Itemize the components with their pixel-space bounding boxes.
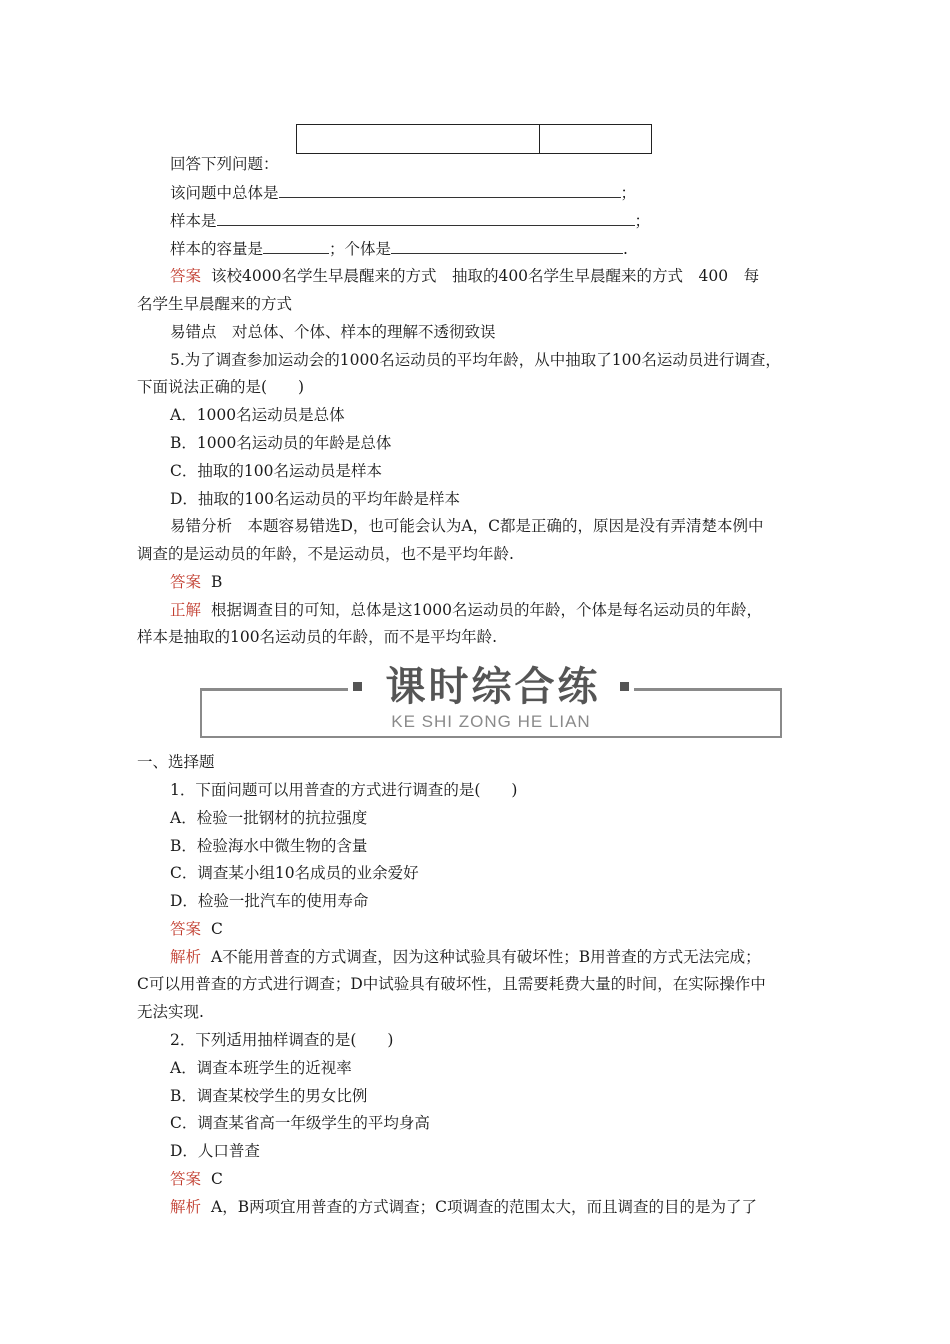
blank-sample[interactable] <box>217 210 635 226</box>
question-size: 样本的容量是 ；个体是 . <box>170 240 628 258</box>
q2-option-a: A．调查本班学生的近视率 <box>170 1059 352 1077</box>
q2-answer: 答案 C <box>170 1170 223 1188</box>
correct-tag: 正解 <box>170 601 202 619</box>
table-cell-divider <box>539 125 540 153</box>
q5-option-a: A．1000名运动员是总体 <box>170 406 345 424</box>
question-sample: 样本是 ； <box>170 212 651 230</box>
explanation-tag: 解析 <box>170 1198 202 1216</box>
q5-stem-cont: 下面说法正确的是( ) <box>137 378 305 396</box>
banner-square-right <box>620 682 629 691</box>
q5-option-c: C．抽取的100名运动员是样本 <box>170 462 382 480</box>
q2-stem: 2．下列适用抽样调查的是( ) <box>170 1031 394 1049</box>
q2-option-d: D．人口普查 <box>170 1142 260 1160</box>
section-heading: 一、选择题 <box>137 753 215 771</box>
answer-tag: 答案 <box>170 1170 202 1188</box>
table-fragment <box>296 124 652 154</box>
answer-tag: 答案 <box>170 267 202 285</box>
q2-option-c: C．调查某省高一年级学生的平均身高 <box>170 1114 430 1132</box>
q1-option-b: B．检验海水中微生物的含量 <box>170 837 368 855</box>
answer-tag: 答案 <box>170 573 202 591</box>
explanation-tag: 解析 <box>170 948 202 966</box>
answer-tag: 答案 <box>170 920 202 938</box>
q1-explanation-cont: C可以用普查的方式进行调查；D中试验具有破坏性，且需要耗费大量的时间，在实际操作中 <box>137 975 766 993</box>
blank-individual[interactable] <box>391 238 623 254</box>
q1-option-a: A．检验一批钢材的抗拉强度 <box>170 809 368 827</box>
answer-continuation: 名学生早晨醒来的方式 <box>137 295 293 313</box>
error-point: 易错点 对总体、个体、样本的理解不透彻致误 <box>170 323 496 341</box>
answer-line: 答案 该校4000名学生早晨醒来的方式 抽取的400名学生早晨醒来的方式 400 每 <box>170 267 760 285</box>
question-total: 该问题中总体是 ； <box>170 184 637 202</box>
banner-rule-left <box>200 688 348 691</box>
q1-explanation: 解析 A不能用普查的方式调查，因为这种试验具有破坏性；B用普查的方式无法完成； <box>170 948 761 966</box>
banner-subtitle: KE SHI ZONG HE LIAN <box>391 712 591 731</box>
q5-option-b: B．1000名运动员的年龄是总体 <box>170 434 392 452</box>
section-banner <box>200 660 782 738</box>
q2-option-b: B．调查某校学生的男女比例 <box>170 1087 368 1105</box>
banner-title: 课时综合练 <box>385 664 601 710</box>
q5-analysis-cont: 调查的是运动员的年龄，不是运动员，也不是平均年龄. <box>137 545 514 563</box>
prompt: 回答下列问题： <box>170 155 279 173</box>
q5-analysis: 易错分析 本题容易错选D，也可能会认为A，C都是正确的，原因是没有弄清楚本例中 <box>170 517 764 535</box>
blank-size[interactable] <box>263 238 329 254</box>
q1-option-d: D．检验一批汽车的使用寿命 <box>170 892 369 910</box>
q5-answer: 答案 B <box>170 573 223 591</box>
q1-explanation-end: 无法实现. <box>137 1003 204 1021</box>
q5-option-d: D．抽取的100名运动员的平均年龄是样本 <box>170 490 461 508</box>
blank-total[interactable] <box>279 182 621 198</box>
q5-correct-solution: 正解 根据调查目的可知，总体是这1000名运动员的年龄，个体是每名运动员的年龄， <box>170 601 762 619</box>
banner-square-left <box>353 682 362 691</box>
q1-answer: 答案 C <box>170 920 223 938</box>
banner-rule-right <box>634 688 782 691</box>
q1-option-c: C．调查某小组10名成员的业余爱好 <box>170 864 419 882</box>
q2-explanation: 解析 A，B两项宜用普查的方式调查；C项调查的范围太大，而且调查的目的是为了了 <box>170 1198 757 1216</box>
q5-correct-solution-cont: 样本是抽取的100名运动员的年龄，而不是平均年龄. <box>137 628 498 646</box>
q5-stem: 5.为了调查参加运动会的1000名运动员的平均年龄，从中抽取了100名运动员进行调查， <box>170 351 781 369</box>
q1-stem: 1．下面问题可以用普查的方式进行调查的是( ) <box>170 781 518 799</box>
